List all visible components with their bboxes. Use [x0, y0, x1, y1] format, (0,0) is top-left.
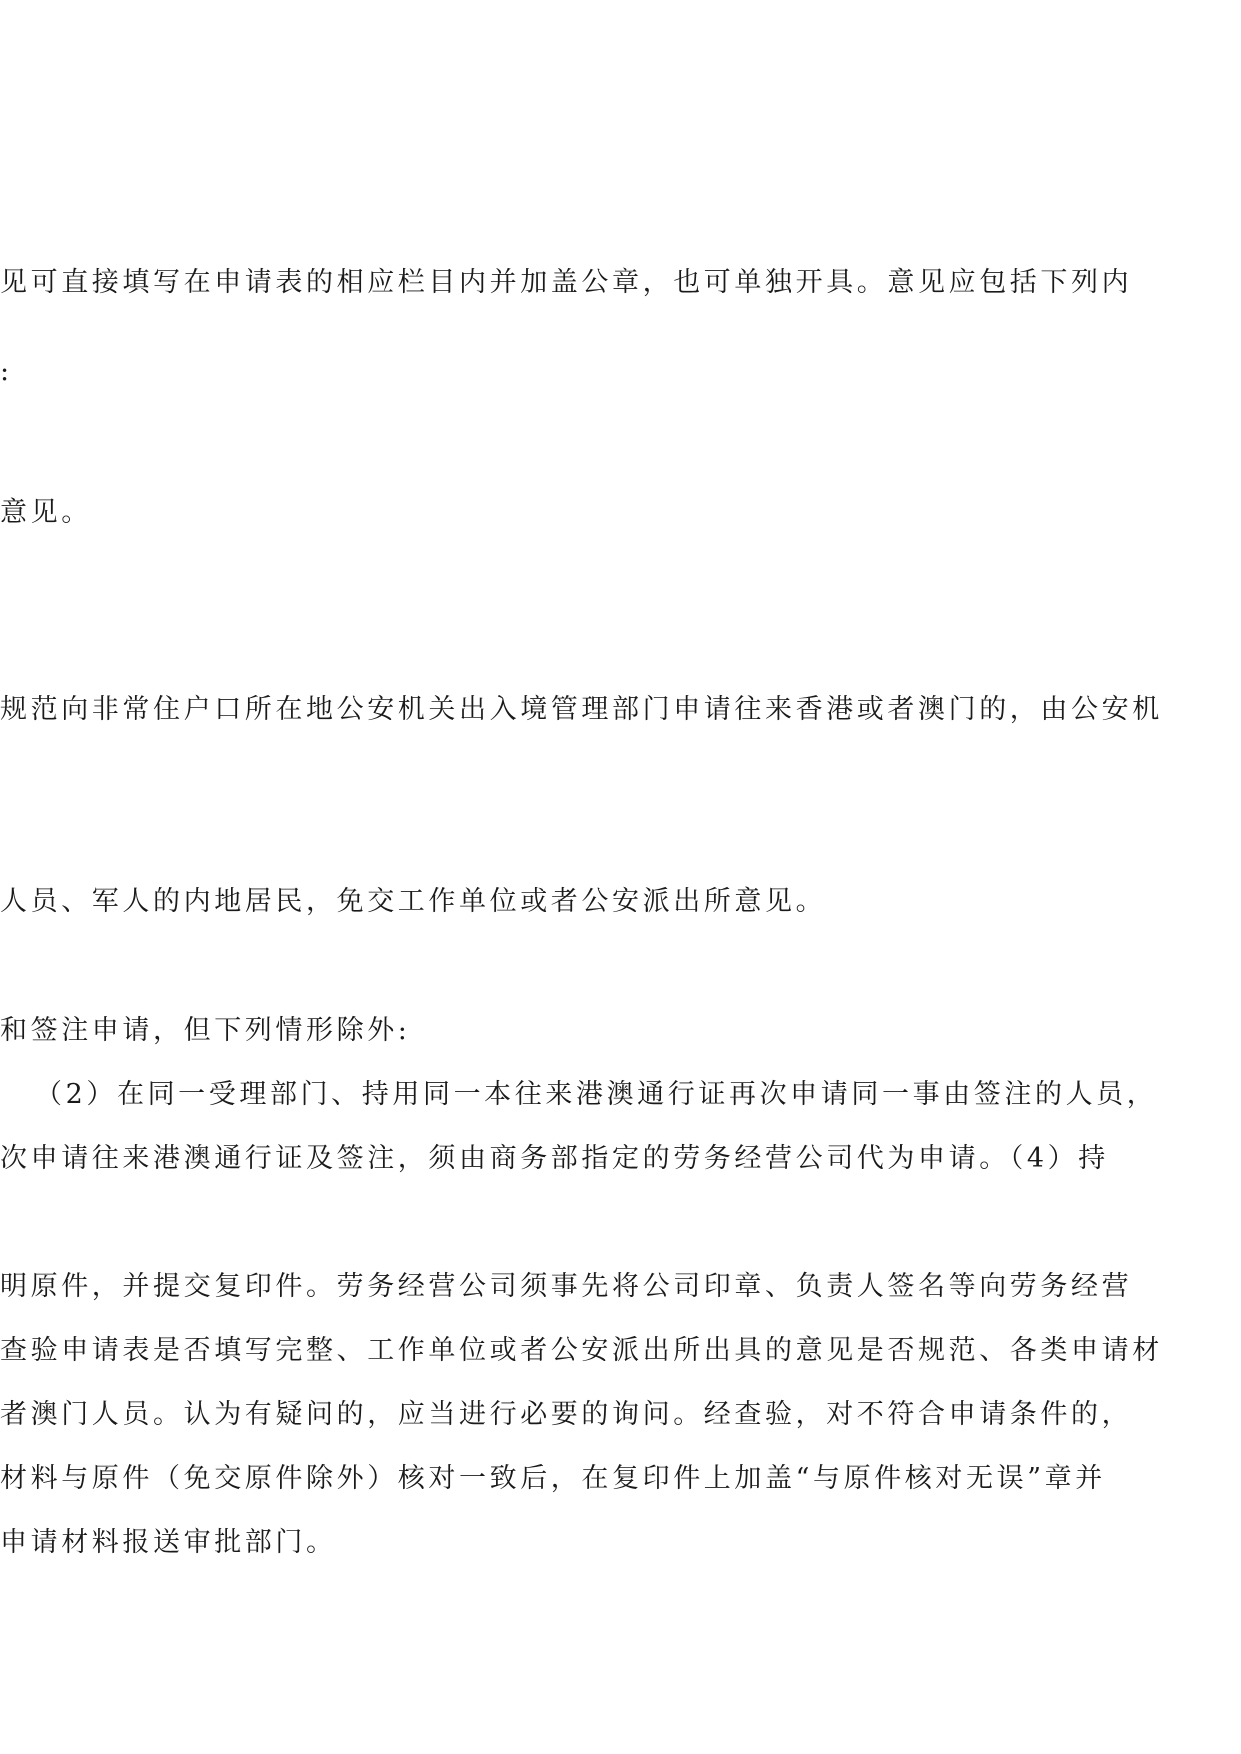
text-line: 申请材料报送审批部门。 [0, 1527, 337, 1558]
text-line: : [0, 356, 13, 387]
text-line: 意见。 [0, 497, 92, 528]
text-line: 查验申请表是否填写完整、工作单位或者公安派出所出具的意见是否规范、各类申请材 [0, 1335, 1163, 1366]
text-line: 人员、军人的内地居民，免交工作单位或者公安派出所意见。 [0, 886, 827, 917]
text-line: 和签注申请，但下列情形除外: [0, 1015, 411, 1046]
text-line: 见可直接填写在申请表的相应栏目内并加盖公章，也可单独开具。意见应包括下列内 [0, 267, 1133, 298]
text-line: 材料与原件（免交原件除外）核对一致后，在复印件上加盖“与原件核对无误”章并 [0, 1463, 1106, 1494]
text-line: 次申请往来港澳通行证及签注，须由商务部指定的劳务经营公司代为申请。（4）持 [0, 1143, 1109, 1174]
text-line: 者澳门人员。认为有疑问的，应当进行必要的询问。经查验，对不符合申请条件的， [0, 1399, 1133, 1430]
text-line: 明原件，并提交复印件。劳务经营公司须事先将公司印章、负责人签名等向劳务经营 [0, 1271, 1133, 1302]
text-line: 规范向非常住户口所在地公安机关出入境管理部门申请往来香港或者澳门的，由公安机 [0, 694, 1163, 725]
text-line: （2）在同一受理部门、持用同一本往来港澳通行证再次申请同一事由签注的人员， [35, 1079, 1158, 1110]
